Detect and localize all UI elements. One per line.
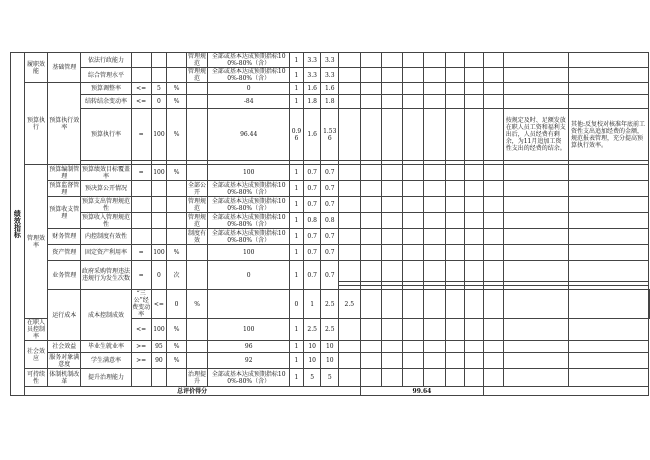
subcategory-cell: 预算监督管理 (49, 181, 80, 196)
indicator-cell: 结转结余变动率 (81, 95, 131, 109)
indicator-cell: 预决算公开情况 (81, 181, 131, 197)
improvement-measure-note: 其他:反复校对核准年底前工资性支出追加经费的金额，规范报表管理，充分提高预算执行效率。 (569, 109, 649, 161)
table-row: 服务对象满意度 学生满意率 >= 90 % 92 1 10 10 (11, 353, 650, 369)
subcategory-cell: 业务管理 (48, 261, 81, 290)
table-row: 业务管理 政府采购管理违法违规行为发生次数 = 0 次 0 1 0.7 0.7 (11, 261, 650, 282)
subcategory-cell: 基础管理 (48, 53, 81, 83)
table-row: 资产管理 固定资产利用率 = 100 % 100 1 0.7 0.7 (11, 245, 650, 261)
subcategory-cell: 预算编制管理 (49, 165, 80, 180)
table-row: 预算监督管理 预决算公开情况 全部公开 全部或基本达成预期指标100%-80%（含） 1 0.7 0.7 (11, 181, 650, 197)
indicator-cell: 固定资产利用率 (81, 245, 131, 261)
indicator-cell: 依法行政能力 (81, 53, 131, 68)
subcategory-cell: 社会效益 (48, 341, 81, 353)
table-row: 预算收支管理 预算支出管理规范性 管理规范 全部或基本达成预期指标100%-80%（含） 1 0.7 0.7 (11, 197, 650, 213)
indicator-cell: 预算执行率 (81, 109, 131, 161)
subcategory-cell: 预算收支管理 (48, 197, 81, 229)
indicator-cell: 内控制度有效性 (81, 229, 131, 245)
indicator-cell: “三公”经费变动率 (132, 290, 151, 318)
indicator-cell: 预算绩效目标覆盖率 (82, 165, 131, 180)
category-cell: 履职效能 (24, 53, 47, 83)
subcategory-cell: 预算执行效率 (48, 83, 81, 165)
category-cell: 可持续性 (24, 369, 47, 387)
table-row: 综合管理水平 管理规范 全部或基本达成预期指标100%-80%（含） 1 3.3 3.3 (11, 68, 650, 83)
table-row: 绩效指标 履职效能 基础管理 依法行政能力 管理规范 全部或基本达成预期指标100%-80%（含） 1 3.3 3.3 (11, 53, 650, 68)
table-row: 管理效率 预算编制管理 预算绩效目标覆盖率 = 100 % 100 1 0.7 0.7 (11, 165, 650, 181)
indicator-cell: 预算支出管理规范性 (82, 197, 131, 212)
table-row: 预算执行 预算执行效率 预算调整率 <= 5 % 0 1 1.6 1.6 (11, 83, 650, 95)
total-label: 总评价得分 (24, 387, 360, 396)
category-cell: 预算执行 (24, 83, 47, 165)
table-row: 运行成本 成本控制成效 “三公”经费变动率 <= 0 % 0 1 2.5 2.5 (11, 290, 650, 319)
indicator-cell: 预算调整率 (81, 83, 131, 95)
subcategory-cell: 财务管理 (48, 229, 81, 245)
deviation-reason-note: 按规定及时、足额发放在职人员工资和福利支出后，人员经费有剩余，为11月追加工资性支出的经费的结余。 (503, 109, 568, 161)
table-row: 结转结余变动率 <= 0 % -84 1 1.8 1.8 (11, 95, 650, 109)
indicator-cell: 在职人员控制率 (24, 319, 47, 341)
subcategory-cell: 服务对象满意度 (49, 353, 80, 368)
total-score: 99.64 (360, 387, 484, 396)
category-cell: 社会效应 (24, 341, 47, 369)
indicator-cell: 学生满意率 (81, 353, 131, 369)
subcategory-cell: 资产管理 (48, 245, 81, 261)
indicator-cell: 预算收入管理规范性 (82, 213, 131, 228)
subcategory-cell: 体制机制改革 (49, 370, 80, 385)
indicator-cell: 毕业生就业率 (81, 341, 131, 353)
category-cell: 管理效率 (24, 165, 47, 319)
indicator-cell: 提升治理能力 (81, 369, 131, 387)
category-cell: 运行成本 (48, 290, 81, 341)
table-row: 预算收入管理规范性 管理规范 全部或基本达成预期指标100%-80%（含） 1 0.8 0.8 (11, 213, 650, 229)
table-row: 可持续性 体制机制改革 提升治理能力 治理提升 全部或基本达成预期指标100%-80%（含） 1 5 5 (11, 369, 650, 387)
performance-evaluation-table (10, 52, 650, 396)
table-row: 在职人员控制率 <= 100 % 100 1 2.5 2.5 (11, 319, 650, 341)
subcategory-cell: 成本控制成效 (81, 290, 131, 341)
total-row (11, 387, 650, 396)
table-row: 财务管理 内控制度有效性 制度有效 全部或基本达成预期指标100%-80%（含） 1 0.7 0.7 (11, 229, 650, 245)
table-row: 预算执行率 = 100 % 96.44 0.96 1.6 1.536 按规定及时、足额发放在职人员工资和福利支出后，人员经费有剩余，为11月追加工资性支出的经费的结余。 其他:反复校对核准年底前工资性支出追加经费的金额，规范报表管理，充分提高预算执行效率。 (11, 109, 650, 161)
indicator-cell: 综合管理水平 (81, 68, 131, 83)
indicator-cell: 政府采购管理违法违规行为发生次数 (81, 261, 131, 290)
table-row: 社会效应 社会效益 毕业生就业率 >= 95 % 96 1 10 10 (11, 341, 650, 353)
section-label-cell: 绩效指标 (11, 53, 25, 396)
